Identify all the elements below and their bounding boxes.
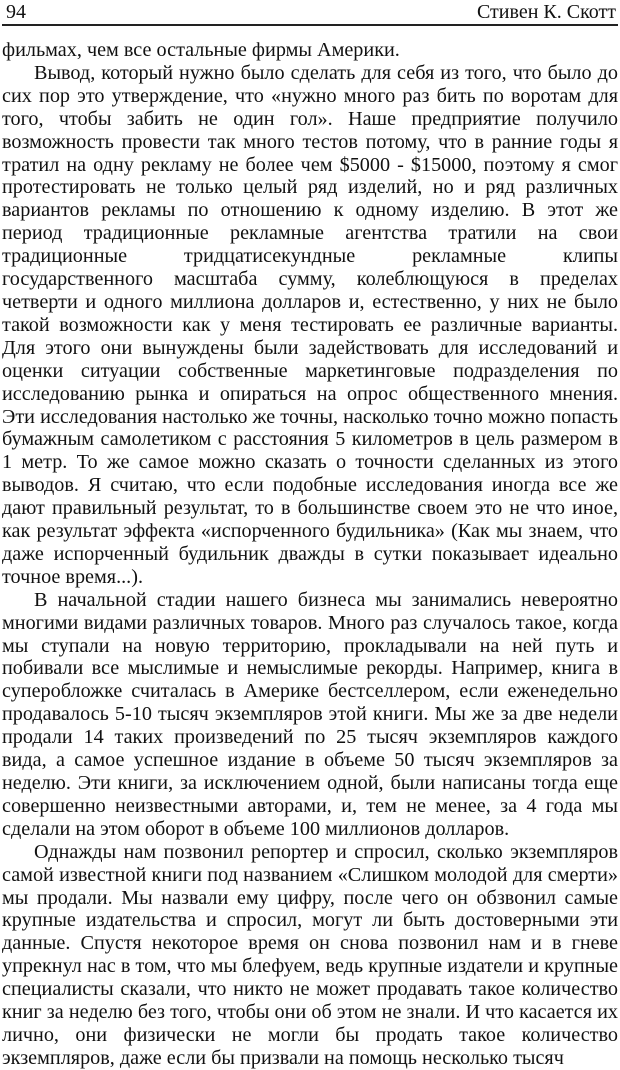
- paragraph: В начальной стадии нашего бизнеса мы занимались невероятно многими видами различных товаров. Много раз случалось такое, когда мы ступали на новую территорию, прокладывали на ней путь и побивали все мыслимые и немыслимые рекорды. Например, книга в суперобложке считалась в Америке бестселлером, если еженедельно продавалось 5-10 тысяч экземпляров этой книги. Мы же за две недели продали 14 таких произведений по 25 тысяч экземпляров каждого вида, а самое успешное издание в объеме 50 тысяч экземпляров за неделю. Эти книги, за исключением одной, были написаны тогда еще совершенно неизвестными авторами, и, тем не менее, за 4 года мы сделали на этом оборот в объеме 100 миллионов долларов.: [2, 588, 618, 840]
- book-page: [2, 0, 618, 1069]
- paragraph: Вывод, который нужно было сделать для себя из того, что было до сих пор это утверждение, что «нужно много раз бить по воротам для того, чтобы забить не один гол». Наше предприятие получило возможность провести так много тестов потому, что в ранние годы я тратил на одну рекламу не более чем $5000 - $15000, поэтому я смог протестировать не только целый ряд изделий, но и ряд различных вариантов рекламы по отношению к одному изделию. В этот же период традиционные рекламные агентства тратили на свои традиционные тридцатисекундные рекламные клипы государственного масштаба сумму, колеблющуюся в пределах четверти и одного миллиона долларов и, естественно, у них не было такой возможности как у меня тестировать ее различные варианты. Для этого они вынуждены были задействовать для исследований и оценки ситуации собственные маркетинговые подразделения по исследованию рынка и опираться на опрос общественного мнения. Эти исследования настолько же точны, насколько точно можно попасть бумажным самолетиком с расстояния 5 километров в цель размером в 1 метр. То же самое можно сказать о точности сделанных из этого выводов. Я считаю, что если подобные исследования иногда все же дают правильный результат, то в большинстве своем это не что иное, как результат эффекта «испорченного будильника» (Как мы знаем, что даже испорченный будильник дважды в сутки показывает идеально точное время...).: [2, 61, 618, 588]
- paragraph: Однажды нам позвонил репортер и спросил, сколько экземпляров самой известной книги под названием «Слишком молодой для смерти» мы продали. Мы назвали ему цифру, после чего он обзвонил самые крупные издательства и спросил, могут ли быть достоверными эти данные. Спустя некоторое время он снова позвонил нам и в гневе упрекнул нас в том, что мы блефуем, ведь крупные издатели и крупные специалисты сказали, что никто не может продавать такое количество книг за неделю без того, чтобы они об этом не знали. И что касается их лично, они физически не могли бы продать такое количество экземпляров, даже если бы призвали на помощь несколько тысяч: [2, 840, 618, 1069]
- page-header: [2, 0, 618, 26]
- body-text: [2, 39, 618, 1070]
- paragraph-continuation: фильмах, чем все остальные фирмы Америки.: [2, 39, 400, 61]
- page-number: 94: [6, 1, 26, 23]
- running-title: Стивен К. Скотт: [476, 1, 616, 23]
